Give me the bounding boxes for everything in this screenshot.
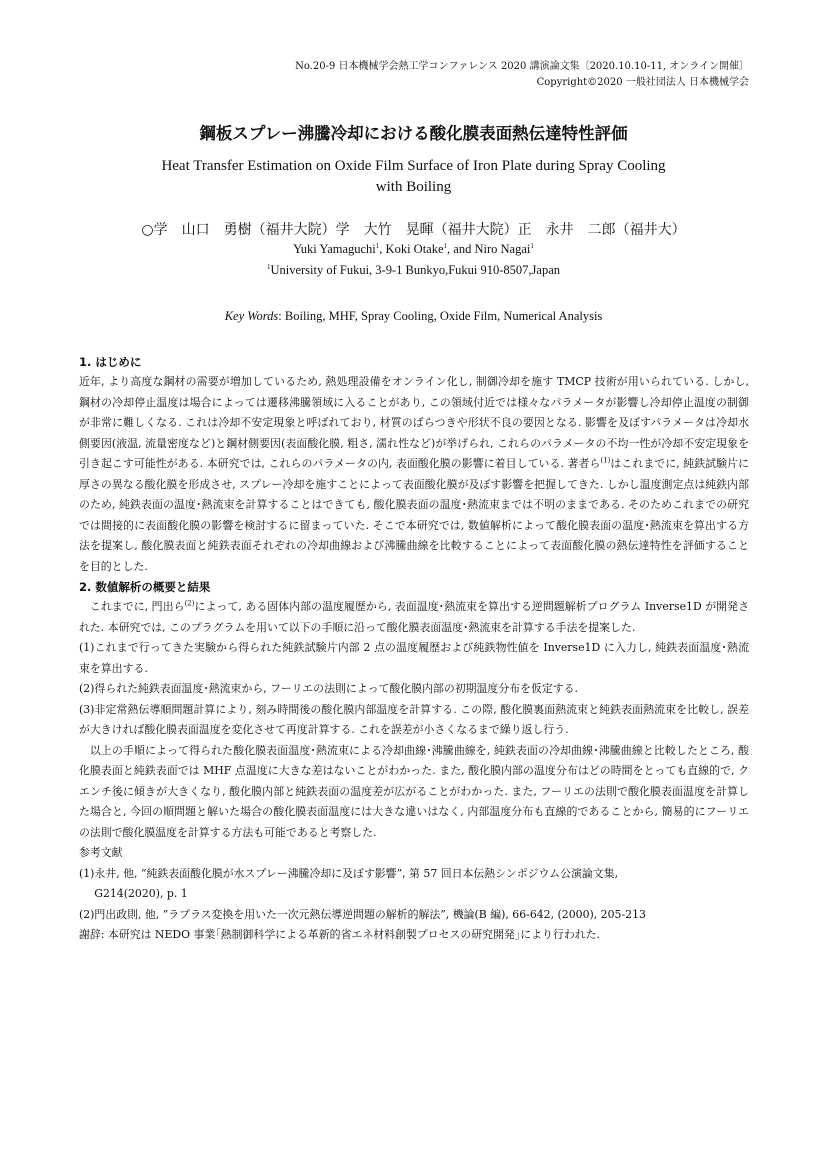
affiliation-mark: 1 (266, 262, 271, 271)
conference-header: No.20-9 日本機械学会熱工学コンファレンス 2020 講演論文集〔2020.10.10-11, オンライン開催〕 (295, 61, 749, 72)
section-1-heading: 1. はじめに (79, 355, 142, 369)
author-3-affil-mark: 1 (530, 241, 534, 250)
acknowledgement: 謝辞: 本研究は NEDO 事業｢熱制御科学による革新的省エネ材料創製プロセスの研究開発｣により行われた. (79, 928, 600, 941)
keywords-label: Key Words (224, 309, 279, 323)
affiliation (0, 263, 827, 278)
procedure-step-2: (2)得られた純鉄表面温度･熱流束から, フーリエの法則によって酸化膜内部の初期温度分布を仮定する. (79, 682, 579, 695)
author-1: Yuki Yamaguchi (293, 242, 376, 256)
section-2-paragraph-2: 以上の手順によって得られた酸化膜表面温度･熱流束による冷却曲線･沸騰曲線を, 純鉄表面の冷却曲線･沸騰曲線と比較したところ, 酸化膜表面と純鉄表面では MHF 点温度に大きな差はないことがわかった. また, 酸化膜内部の温度分布はどの時間をとっても直線的で, クエンチ後に傾きが大きくなり, 酸化膜内部と純鉄表面の温度差が広がることがわかった. また, フーリエの法則で酸化膜表面温度を計算した場合と, 今回の順問題と解いた場合の酸化膜表面温度には大きな違いはなく, 内部温度分布も直線的であることから, 簡易的にフーリエの法則で酸化膜温度を計算する方法も可能であると考察した. (79, 743, 749, 839)
section-2-text-b: によって, ある固体内部の温度履歴から, 表面温度･熱流束を算出する逆問題解析プログラム Inverse1D が開発された. 本研究では, このプラグラムを用いて以下の手順に沿って酸化膜表面温度･熱流束を計算する手法を提案した. (79, 600, 749, 634)
section-1-paragraph (79, 372, 749, 577)
authors-english: Yuki Yamaguchi$^1$, Koki Otake$^1$, and Niro Nagai$^1$ (293, 241, 534, 256)
affiliation-text: University of Fukui, 3-9-1 Bunkyo,Fukui 910-8507,Japan (270, 263, 561, 277)
author-2: Koki Otake (385, 242, 444, 256)
section-1-text-b: はこれまでに, 純鉄試験片に厚さの異なる酸化膜を形成させ, スプレー冷却を施すことによって表面酸化膜が及ぼす影響を把握してきた. しかし温度測定点は純鉄内部のため, 純鉄表面の温度･熱流束を計算することはできても, 酸化膜表面の温度･熱流束までは不明のままである. そのためこれまでの研究では間接的に表面酸化膜の影響を検討するに留まっていた. そこで本研究では, 数値解析によって酸化膜表面の温度･熱流束を算出する方法を提案し, 酸化膜表面と純鉄表面それぞれの冷却曲線および沸騰曲線を比較することによって表面酸化膜の熱伝達特性を評価することを目的とした. (79, 457, 749, 573)
procedure-step-1: (1)これまで行ってきた実験から得られた純鉄試験片内部 2 点の温度履歴および純鉄物性値を Inverse1D に入力し, 純鉄表面温度･熱流束を算出する. (79, 641, 749, 675)
section-2-paragraph-1 (79, 597, 749, 638)
keywords-list: : Boiling, MHF, Spray Cooling, Oxide Film, Numerical Analysis (278, 309, 603, 323)
citation-1: (1) (600, 456, 611, 465)
authors-japanese: ○学 山口 勇樹（福井大院）学 大竹 晃暉（福井大院）正 永井 二郎（福井大） (141, 222, 686, 238)
title-english (0, 156, 827, 198)
procedure-step-3: (3)非定常熱伝導順問題計算により, 刻み時間後の酸化膜内部温度を計算する. この際, 酸化膜裏面熱流束と純鉄表面熱流束を比較し, 誤差が大きければ酸化膜表面温度を変化させて再度計算する. これを誤差が小さくなるまで繰り返し行う. (79, 702, 749, 736)
section-2-heading: 2. 数値解析の概要と結果 (79, 580, 211, 594)
reference-2: (2)門出政則, 他, ”ラプラス変換を用いた一次元熱伝導逆問題の解析的解法”, 機論(B 編), 66-642, (2000), 205-213 (79, 907, 646, 921)
author-2-affil-mark: 1 (443, 241, 448, 250)
title-english-line1: Heat Transfer Estimation on Oxide Film Surface of Iron Plate during Spray Cooling (161, 158, 666, 174)
citation-2: (2) (184, 599, 195, 608)
references-heading: 参考文献 (79, 846, 123, 859)
author-3: and Niro Nagai (453, 242, 531, 256)
body-content (79, 352, 749, 946)
title-japanese: 鋼板スプレー沸騰冷却における酸化膜表面熱伝達特性評価 (199, 124, 628, 143)
title-english-line2: with Boiling (375, 179, 452, 195)
section-1-text-a: 近年, より高度な鋼材の需要が増加しているため, 熱処理設備をオンライン化し, 制御冷却を施す TMCP 技術が用いられている. しかし, 鋼材の冷却停止温度は場合によっては遷移沸騰領域に入ることがあり, この領域付近では様々なパラメータが影響し冷却停止温度の制御が非常に難しくなる. これは冷却不安定現象と呼ばれており, 材質のばらつきや形状不良の要因となる. 影響を及ぼすパラメータは冷却水側要因(液温, 流量密度など)と鋼材側要因(表面酸化膜, 粗さ, 濡れ性など)が挙げられ, これらのパラメータの不均一性が冷却不安定現象を引き起こす可能性がある. 本研究では, これらのパラメータの内, 表面酸化膜の影響に着目している. 著者ら (79, 375, 749, 470)
reference-1-line-2: G214(2020), p. 1 (94, 887, 188, 900)
keywords (0, 309, 827, 324)
copyright-line: Copyright©2020 一般社団法人 日本機械学会 (536, 77, 749, 88)
reference-1-line-1: (1)永井, 他, ”純鉄表面酸化膜が水スプレー沸騰冷却に及ぼす影響”, 第 57 回日本伝熱シンポジウム公演論文集, (79, 866, 619, 880)
author-1-affil-mark: 1 (375, 241, 380, 250)
section-2-text-a: これまでに, 門出ら (89, 600, 185, 613)
